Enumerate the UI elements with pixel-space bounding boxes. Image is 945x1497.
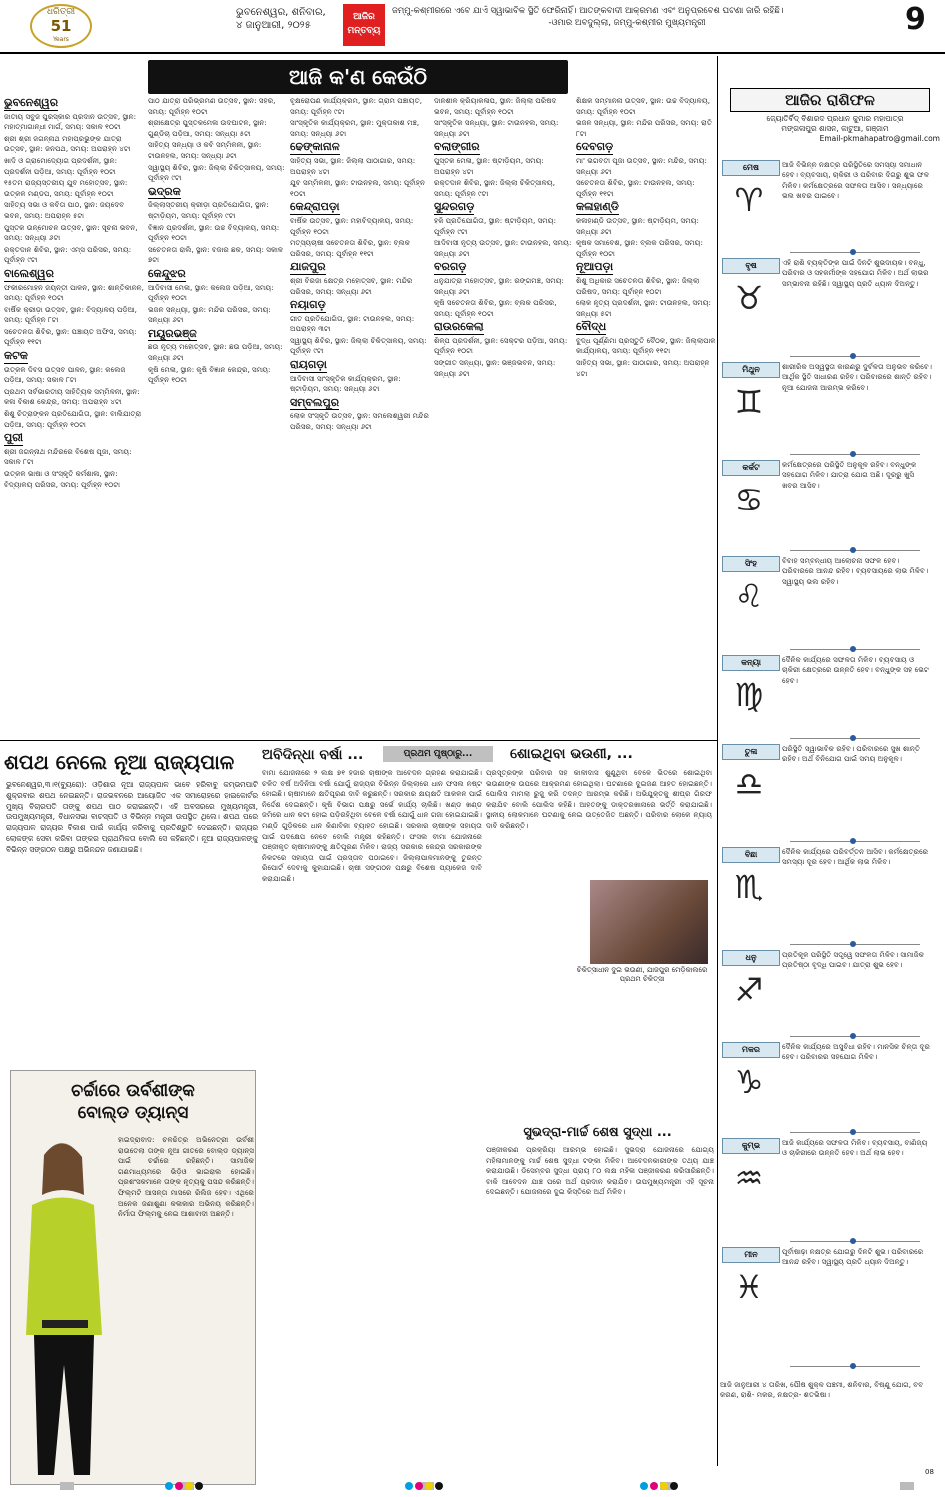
- event-item: କୃଷକ ସମାବେଶ, ସ୍ଥାନ: ବ୍ଲକ ପରିସର, ସମୟ: ପୂର୍ବାହ୍ନ ୧୦ଟା: [576, 238, 703, 258]
- zodiac-entry: [720, 460, 935, 556]
- event-item: ଫକୀରମୋହନ ଜୟନ୍ତୀ ପାଳନ, ସ୍ଥାନ: ଶାନ୍ତିକାନନ, ସମୟ: ପୂର୍ବାହ୍ନ ୧୦ଟା: [4, 282, 144, 303]
- event-item: ସଚେତନତା ଶିବିର, ସ୍ଥାନ: ଟାଉନହଲ, ସମୟ: ପୂର୍ବାହ୍ନ ୧୧ଟା: [576, 178, 695, 198]
- grey-patch: [60, 1482, 74, 1490]
- event-item: ପାଠ ଯାତ୍ରା ପରିଭ୍ରମଣ ଉତ୍ସବ, ସ୍ଥାନ: ସହର, ସମୟ: ପୂର୍ବାହ୍ନ ୧୦ଟା: [148, 96, 276, 116]
- event-item: ସଚେତନତା ରାଲି, ସ୍ଥାନ: ବଜାର ଛକ, ସମୟ: ସକାଳ ୭ଟା: [148, 244, 284, 265]
- zodiac-label: ମୀନ: [722, 1247, 780, 1263]
- color-swatch: [425, 1482, 433, 1490]
- event-item: ସାଂସ୍କୃତିକ ସନ୍ଧ୍ୟା, ସ୍ଥାନ: ଟାଉନହଲ, ସମୟ: ସନ୍ଧ୍ୟା ୬ଟା: [434, 118, 559, 138]
- zodiac-divider-dot: [850, 1363, 856, 1369]
- entertainment-headline-1: ଚର୍ଚ୍ଚାରେ ଉର୍ବଶୀଙ୍କ: [71, 1081, 195, 1101]
- zodiac-entry: [720, 556, 935, 655]
- quote-author: -ଓମାର ଅବଦୁଲ୍ଲା, ଜମ୍ମୁ-କଶ୍ମୀର ମୁଖ୍ୟମନ୍ତ୍ରୀ: [548, 18, 706, 28]
- zodiac-label: କନ୍ୟା: [722, 655, 780, 671]
- zodiac-label: ତୁଳା: [722, 744, 780, 760]
- entertainment-headline: [14, 1080, 252, 1124]
- event-item: ସ୍ୱାସ୍ଥ୍ୟ ଶିବିର, ସ୍ଥାନ: ଜିଲ୍ଲା ଚିକିତ୍ସାଳୟ, ସମୟ: ପୂର୍ବାହ୍ନ ୯ଟା: [290, 335, 427, 356]
- print-footer: [0, 1474, 945, 1497]
- zodiac-divider-dot: [850, 249, 856, 255]
- event-item: ବିଜ୍ଞାନ ପ୍ରଦର୍ଶନୀ, ସ୍ଥାନ: ଉଚ୍ଚ ବିଦ୍ୟାଳୟ, ସମୟ: ପୂର୍ବାହ୍ନ ୧୦ଟା: [148, 222, 280, 243]
- zodiac-label: ବୃଷ: [722, 258, 780, 274]
- governor-body: ଭୁବନେଶ୍ୱର,୩।୧(ବ୍ୟୁରୋ): ଓଡ଼ିଶାର ନୂଆ ରାଜ୍ୟପାଳ ଭାବେ ହରିବାବୁ କମ୍ଭମପାଟି ଶୁକ୍ରବାର ଶପଥ ନେଇଛନ୍ତି। ରାଜଭବନରେ ଆୟୋଜିତ ଏକ ସମାରୋହରେ ହାଇକୋର୍ଟର ମୁଖ୍ୟ ବିଚାରପତି ତାଙ୍କୁ ଶପଥ ପାଠ କରାଇଛନ୍ତି। ଏହି ଅବସରରେ ମୁଖ୍ୟମନ୍ତ୍ରୀ, ଉପମୁଖ୍ୟମନ୍ତ୍ରୀ, ବିଧାନସଭା ବାଚସ୍ପତି ଓ ବିଭିନ୍ନ ମନ୍ତ୍ରୀ ଉପସ୍ଥିତ ଥିଲେ। ଶପଥ ପରେ ରାଜ୍ୟପାଳ ରାଜ୍ୟର ବିକାଶ ପାଇଁ କାର୍ଯ୍ୟ କରିବାକୁ ପ୍ରତିଶ୍ରୁତି ଦେଇଛନ୍ତି। ରାଜ୍ୟର ଲୋକଙ୍କ ସେବା କରିବା ତାଙ୍କର ପ୍ରାଥମିକତା ବୋଲି ସେ କହିଛନ୍ତି। ନୂଆ ରାଜ୍ୟପାଳଙ୍କୁ ବିଭିନ୍ନ ସଙ୍ଗଠନ ପକ୍ଷରୁ ଅଭିନନ୍ଦନ ଜଣାଯାଇଛି।: [6, 780, 258, 854]
- zodiac-divider-dot: [850, 547, 856, 553]
- shoa-body: ପ୍ରସୂତ୍ରଙ୍କ ପରିବାର ସହ କାଳୀଦାସ ଶୁଣୁଥିବା ବେଳେ ଭିତରେ ଶୋଇଥିବା ଭଉଣୀଙ୍କ ଉପରେ ଆକ୍ରମଣ ହୋଇଥିଲା। ଘଟଣାରେ ଦୁଇଜଣ ଆହତ ହୋଇଛନ୍ତି। ପୋଲିସ ମାମଲା ରୁଜୁ କରି ତଦନ୍ତ ଆରମ୍ଭ କରିଛି। ଅଭିଯୁକ୍ତକୁ ଶୀଘ୍ର ଗିରଫ କରାଯିବ ବୋଲି ପୋଲିସ କହିଛି। ଆହତଙ୍କୁ ଡାକ୍ତରଖାନାରେ ଭର୍ତ୍ତି କରାଯାଇଛି। ସ୍ଥାନୀୟ ଲୋକମାନେ ଘଟଣାକୁ ନେଇ ଉତ୍ତେଜିତ ଅଛନ୍ତି। ପରିବାର ଲୋକେ ନ୍ୟାୟ ଦାବି କରିଛନ୍ତି।: [486, 768, 712, 830]
- event-item: ଜିଲ୍ଲାସ୍ତରୀୟ କ୍ରୀଡ଼ା ପ୍ରତିଯୋଗିତା, ସ୍ଥାନ: ଷ୍ଟାଡ଼ିୟମ, ସମୟ: ପୂର୍ବାହ୍ନ ୯ଟା: [148, 200, 269, 220]
- event-item: ସାହିତ୍ୟ ସଭା, ସ୍ଥାନ: ପାଠାଗାର, ସମୟ: ଅପରାହ୍ନ ୪ଟା: [576, 358, 710, 378]
- zodiac-icon: ♒: [734, 1159, 764, 1197]
- event-item: ସାହିତ୍ୟ ସନ୍ଧ୍ୟା ଓ କବି ସମ୍ମିଳନୀ, ସ୍ଥାନ: ଟାଉନହଲ, ସମୟ: ସନ୍ଧ୍ୟା ୬ଟା: [148, 140, 262, 160]
- city-heading: ରାୟଗଡ଼ା: [290, 358, 327, 372]
- event-item: ଆଦିବାସୀ ନୃତ୍ୟ ଉତ୍ସବ, ସ୍ଥାନ: ଟାଉନହଲ, ସମୟ: ସନ୍ଧ୍ୟା ୬ଟା: [434, 238, 572, 258]
- quote-text: ଜମ୍ମୁ-କଶ୍ମୀରରେ ଏବେ ଯାଏଁ ସ୍ୱାଭାବିକ ସ୍ଥିତି ଫେରିନାହିଁ। ଆତଙ୍କବାଦୀ ଆକ୍ରମଣ ଏବଂ ଅନୁପ୍ରବେଶ ଘଟଣା ଜାରି ରହିଛି।: [392, 6, 784, 16]
- zodiac-divider-dot: [850, 941, 856, 947]
- event-item: ମତ୍ସ୍ୟଚାଷୀ ସଚେତନତା ଶିବିର, ସ୍ଥାନ: ବ୍ଲକ ପରିସର, ସମୟ: ପୂର୍ବାହ୍ନ ୧୧ଟା: [290, 238, 411, 258]
- zodiac-icon: ♊: [734, 383, 764, 421]
- color-swatch: [175, 1482, 183, 1490]
- city-heading: ନୂଆପଡ଼ା: [576, 260, 614, 274]
- event-item: ପୁସ୍ତକ ମେଳା, ସ୍ଥାନ: ଷ୍ଟାଡ଼ିୟମ, ସମୟ: ଅପରାହ୍ନ ୪ଟା: [434, 155, 544, 176]
- color-swatch: [165, 1482, 173, 1490]
- zodiac-label: ମେଷ: [722, 160, 780, 176]
- zodiac-text: ଦୈନିକ କାର୍ଯ୍ୟରେ ଅସୁବିଧା ରହିବ। ମାନସିକ ଚିନ୍ତା ଦୂର ହେବ। ପରିବାରର ସହଯୋଗ ମିଳିବ।: [782, 1042, 930, 1062]
- grey-patch: [900, 1482, 914, 1490]
- event-item: ଖାଦି ଓ ଗ୍ରାମୋଦ୍ୟୋଗ ପ୍ରଦର୍ଶନୀ, ସ୍ଥାନ: ପ୍ରଦର୍ଶନୀ ପଡ଼ିଆ, ସମୟ: ପୂର୍ବାହ୍ନ ୧୦ଟା: [4, 155, 118, 176]
- zodiac-divider-dot: [850, 1033, 856, 1039]
- zodiac-divider-dot: [850, 353, 856, 359]
- page-number: 9: [905, 2, 926, 37]
- actress-photo: [14, 1135, 114, 1480]
- governor-headline: ଶପଥ ନେଲେ ନୂଆ ରାଜ୍ୟପାଳ: [4, 750, 235, 774]
- zodiac-text: ଶାରୀରିକ ଅସ୍ୱସ୍ଥତା କାରଣରୁ ଦୁର୍ବଳତା ଅନୁଭବ କରିବେ। ଆର୍ଥିକ ସ୍ଥିତି ସାଧାରଣ ରହିବ। ପରିବାରରେ ଶାନ୍ତି ରହିବ। ନୂଆ ଯୋଜନା ଆରମ୍ଭ କରିବେ।: [782, 362, 932, 392]
- event-item: ବୃକ୍ଷରୋପଣ କାର୍ଯ୍ୟକ୍ରମ, ସ୍ଥାନ: ଗ୍ରାମ ପଞ୍ଚାୟତ, ସମୟ: ପୂର୍ବାହ୍ନ ୯ଟା: [290, 96, 422, 116]
- event-item: ଭଜନ ସନ୍ଧ୍ୟା, ସ୍ଥାନ: ମନ୍ଦିର ପରିସର, ସମୟ: ସନ୍ଧ୍ୟା ୬ଟା: [148, 304, 271, 325]
- color-swatch: [640, 1482, 648, 1490]
- event-item: କୃଷି ସଚେତନତା ଶିବିର, ସ୍ଥାନ: ବ୍ଲକ ପରିସର, ସମୟ: ପୂର୍ବାହ୍ନ ୧୦ଟା: [434, 298, 557, 318]
- zodiac-icon: ♍: [734, 676, 764, 714]
- zodiac-text: ପ୍ରତିକୂଳ ପରିସ୍ଥିତି ସତ୍ତ୍ୱେ ସଫଳତା ମିଳିବ। ସାମାଜିକ ପ୍ରତିଷ୍ଠା ବୃଦ୍ଧି ପାଇବ। ଯାତ୍ରା ଶୁଭ ହେବ।: [782, 950, 925, 970]
- event-item: ଶିଳ୍ପ ପ୍ରଦର୍ଶନୀ, ସ୍ଥାନ: ସେକ୍ଟର ପଡ଼ିଆ, ସମୟ: ପୂର୍ବାହ୍ନ ୧୦ଟା: [434, 335, 568, 356]
- event-item: ସଚେତନତା ଶିବିର, ସ୍ଥାନ: ପଞ୍ଚାୟତ ଅଫିସ, ସମୟ: ପୂର୍ବାହ୍ନ ୧୧ଟା: [4, 326, 137, 347]
- lead-headline: ଅବିଦିନ୍ଧା ବର୍ଷା ...: [262, 747, 364, 763]
- event-item: ଗୀତ ପ୍ରତିଯୋଗିତା, ସ୍ଥାନ: ଟାଉନହଲ, ସମୟ: ଅପରାହ୍ନ ୩ଟା: [290, 313, 415, 334]
- entertainment-body: ହାଇଦ୍ରାବାଦ: ଚଳଚ୍ଚିତ୍ର ଅଭିନେତ୍ରୀ ଉର୍ବଶୀ ରାଉତେଲା ତାଙ୍କ ନୂଆ ଗୀତରେ ବୋଲ୍ଡ ଡ୍ୟାନ୍ସ ପାଇଁ ଚର୍ଚ୍ଚାରେ ରହିଛନ୍ତି। ସାମାଜିକ ଗଣମାଧ୍ୟମରେ ଭିଡ଼ିଓ ଭାଇରାଲ ହୋଇଛି। ପ୍ରଶଂସକମାନେ ତାଙ୍କ ନୃତ୍ୟକୁ ପସନ୍ଦ କରିଛନ୍ତି। ଫିଲ୍ମଟି ଆସନ୍ତା ମାସରେ ରିଲିଜ ହେବ। ଏଥିରେ ଅନେକ ଜଣାଶୁଣା କଳାକାର ଅଭିନୟ କରିଛନ୍ତି। ନିର୍ମାତା ଫିଲ୍ମକୁ ନେଇ ଆଶାବାଦୀ ଅଛନ୍ତି।: [118, 1135, 254, 1219]
- city-heading: ବଲାଙ୍ଗୀର: [434, 140, 480, 154]
- events-column-5: [576, 96, 716, 736]
- panjika-text: ଆଜି ଜାନୁଆରୀ ୪ ତାରିଖ, ପୌଷ ଶୁକ୍ଳ ପଞ୍ଚମୀ, ଶନିବାର, ବିଷ୍ଣୁ ଯୋଗ, ବବ କରଣ, ରାଶି- ମକର, ନକ୍ଷତ୍ର- ଶତଭିଷା।: [720, 1380, 924, 1400]
- zodiac-label: ମକର: [722, 1042, 780, 1058]
- event-item: ଶ୍ରୀ ଜଗନ୍ନାଥ ମନ୍ଦିରରେ ବିଶେଷ ପୂଜା, ସମୟ: ସକାଳ ୮ଟା: [4, 446, 132, 467]
- color-swatch: [195, 1482, 203, 1490]
- city-heading: ପୁରୀ: [4, 431, 23, 445]
- zodiac-entry: [720, 1042, 935, 1138]
- zodiac-divider-dot: [850, 735, 856, 741]
- color-swatch: [185, 1482, 193, 1490]
- aaji-mantavya-badge: ଆଜିର ମନ୍ତବ୍ୟ: [343, 4, 385, 46]
- event-item: କୃଷି ମେଳା, ସ୍ଥାନ: କୃଷି ବିଜ୍ଞାନ କେନ୍ଦ୍ର, ସମୟ: ପୂର୍ବାହ୍ନ ୧୦ଟା: [148, 364, 271, 385]
- subhadra-body: ପଞ୍ଜୀକରଣ ପ୍ରକ୍ରିୟା ଆରମ୍ଭ ହୋଇଛି। ସୁଭଦ୍ରା ଯୋଜନାରେ ଯୋଗ୍ୟ ମହିଳାମାନଙ୍କୁ ମାର୍ଚ୍ଚ ଶେଷ ସୁଦ୍ଧା ଟଙ୍କା ମିଳିବ। ଆବେଦନକାରୀଙ୍କ ତଥ୍ୟ ଯାଞ୍ଚ କରାଯାଉଛି। ଡିସେମ୍ବର ସୁଦ୍ଧା ପ୍ରାୟ ୮୦ ଲକ୍ଷ ମହିଳା ପଞ୍ଜୀକରଣ କରିସାରିଛନ୍ତି। ବାକି ଆବେଦନ ଯାଞ୍ଚ ପରେ ଅର୍ଥ ପ୍ରଦାନ କରାଯିବ। ଉପମୁଖ୍ୟମନ୍ତ୍ରୀ ଏହି ସୂଚନା ଦେଇଛନ୍ତି। ଯୋଜନାରେ ଦୁଇ କିସ୍ତିରେ ଅର୍ଥ ମିଳିବ।: [486, 1145, 714, 1197]
- zodiac-entry: [720, 655, 935, 744]
- event-item: ପୁସ୍ତକ ଉନ୍ମୋଚନ ଉତ୍ସବ, ସ୍ଥାନ: ସୂଚନା ଭବନ, ସମୟ: ସନ୍ଧ୍ୟା ୬ଟା: [4, 222, 138, 243]
- event-item: ବାର୍ଷିକ କ୍ରୀଡ଼ା ଉତ୍ସବ, ସ୍ଥାନ: ବିଦ୍ୟାଳୟ ପଡ଼ିଆ, ସମୟ: ପୂର୍ବାହ୍ନ ୮ଟା: [4, 304, 137, 325]
- event-item: ଶ୍ରୀକ୍ଷେତ୍ର ପୁସ୍ତକମେଳା ଉଦଘାଟନ, ସ୍ଥାନ: ଗୁଣ୍ଡିଚା ପଡ଼ିଆ, ସମୟ: ସନ୍ଧ୍ୟା ୫ଟା: [148, 118, 267, 138]
- event-item: ଦାନଶୀଳ କ୍ରିୟାକଳାପ, ସ୍ଥାନ: ଜିଲ୍ଲା ପରିଷଦ ଭବନ, ସମୟ: ପୂର୍ବାହ୍ନ ୧୦ଟା: [434, 96, 557, 116]
- zodiac-entry: [720, 258, 935, 362]
- color-swatch: [650, 1482, 658, 1490]
- zodiac-icon: ♏: [734, 868, 764, 906]
- event-item: ସାଂସ୍କୃତିକ କାର୍ଯ୍ୟକ୍ରମ, ସ୍ଥାନ: ମୁକ୍ତାକାଶ ମଞ୍ଚ, ସମୟ: ସନ୍ଧ୍ୟା ୬ଟା: [290, 118, 420, 138]
- city-heading: ବରଗଡ଼: [434, 260, 467, 274]
- zodiac-icon: ♉: [734, 279, 764, 317]
- subhadra-headline: ସୁଭଦ୍ରା-ମାର୍ଚ୍ଚ ଶେଷ ସୁଦ୍ଧା ...: [523, 1125, 672, 1140]
- rashiphal-email: Email-pkmahapatro@gmail.com: [819, 134, 940, 143]
- event-item: ଲୋକ ସଂସ୍କୃତି ଉତ୍ସବ, ସ୍ଥାନ: ସମଲେଶ୍ୱରୀ ମନ୍ଦିର ପରିସର, ସମୟ: ସନ୍ଧ୍ୟା ୬ଟା: [290, 411, 429, 432]
- event-item: ରକ୍ତଦାନ ଶିବିର, ସ୍ଥାନ: ଜିଲ୍ଲା ଚିକିତ୍ସାଳୟ, ସମୟ: ପୂର୍ବାହ୍ନ ୯ଟା: [434, 178, 556, 198]
- logo-name: ଧରିତ୍ରୀ: [46, 7, 76, 17]
- event-item: ସାହିତ୍ୟ ସଭା, ସ୍ଥାନ: ଜିଲ୍ଲା ପାଠାଗାର, ସମୟ: ଅପରାହ୍ନ ୪ଟା: [290, 155, 416, 176]
- city-heading: ଭଦ୍ରକ: [148, 184, 181, 198]
- zodiac-divider-dot: [850, 838, 856, 844]
- zodiac-label: କର୍କଟ: [722, 460, 780, 476]
- zodiac-icon: ♓: [734, 1268, 764, 1306]
- event-item: ଧନୁଯାତ୍ରା ମହୋତ୍ସବ, ସ୍ଥାନ: ରଙ୍ଗମଞ୍ଚ, ସମୟ: ସନ୍ଧ୍ୟା ୬ଟା: [434, 275, 564, 296]
- event-item: ସଙ୍ଗୀତ ସନ୍ଧ୍ୟା, ସ୍ଥାନ: ଭଞ୍ଜଭବନ, ସମୟ: ସନ୍ଧ୍ୟା ୬ଟା: [434, 358, 556, 378]
- event-item: ଛଉ ନୃତ୍ୟ ମହୋତ୍ସବ, ସ୍ଥାନ: ଛଉ ପଡ଼ିଆ, ସମୟ: ସନ୍ଧ୍ୟା ୬ଟା: [148, 342, 283, 363]
- zodiac-text: ଦୈନିକ କାର୍ଯ୍ୟରେ ସଫଳତା ମିଳିବ। ବ୍ୟବସାୟ ଓ ଚାକିରୀ କ୍ଷେତ୍ରରେ ଉନ୍ନତି ହେବ। ବନ୍ଧୁଙ୍କ ସହ ଭେଟ ହେବ।: [782, 655, 929, 685]
- rashiphal-title: ଆଜିର ରାଶିଫଳ: [730, 88, 930, 112]
- zodiac-text: ଆଜି ବିଭିନ୍ନ ନକ୍ଷତ୍ର ପରିସ୍ଥିତିରେ ସମସ୍ୟା ସମାଧାନ ହେବ। ବ୍ୟବସାୟ, ଚାକିରୀ ଓ ପରିବାର ଦିଗରୁ ଶୁଭ ଫଳ ମିଳିବ। କର୍ମକ୍ଷେତ୍ରରେ ସଫଳତା ଆସିବ। ସନ୍ଧ୍ୟାରେ ଭଲ ଖବର ପାଇବେ।: [782, 160, 930, 201]
- event-item: କଳାହାଣ୍ଡି ଉତ୍ସବ, ସ୍ଥାନ: ଷ୍ଟାଡ଼ିୟମ, ସମୟ: ସନ୍ଧ୍ୟା ୬ଟା: [576, 215, 699, 236]
- event-item: ଭଜନ ସନ୍ଧ୍ୟା, ସ୍ଥାନ: ମନ୍ଦିର ପରିସର, ସମୟ: ରାତି ୮ଟା: [576, 118, 712, 138]
- city-heading: ସମ୍ବଲପୁର: [290, 395, 340, 409]
- zodiac-entry: [720, 362, 935, 460]
- color-swatch: [415, 1482, 423, 1490]
- events-column-3: [290, 96, 430, 736]
- first-page-tag: ପ୍ରଥମ ପୃଷ୍ଠାରୁ...: [383, 746, 493, 762]
- city-heading: ମୟୂରଭଞ୍ଜ: [148, 326, 197, 340]
- city-heading: ସୁନ୍ଦରଗଡ଼: [434, 200, 475, 214]
- zodiac-entry: [720, 744, 935, 847]
- zodiac-text: ଆଜି କାର୍ଯ୍ୟରେ ସଫଳତା ମିଳିବ। ବ୍ୟବସାୟ, ବାଣିଜ୍ୟ ଓ ଚାକିରୀରେ ଉନ୍ନତି ହେବ। ଅର୍ଥ ଲାଭ ହେବ।: [782, 1138, 928, 1158]
- news-photo: [590, 880, 708, 964]
- zodiac-icon: ♈: [734, 181, 764, 219]
- page-code: 08: [925, 1468, 934, 1476]
- event-item: ମା' ଭଗବତୀ ପୂଜା ଉତ୍ସବ, ସ୍ଥାନ: ମନ୍ଦିର, ସମୟ: ସନ୍ଧ୍ୟା ୬ଟା: [576, 155, 707, 176]
- event-item: ବୁଦ୍ଧ ପୂର୍ଣ୍ଣିମା ପ୍ରସ୍ତୁତି ବୈଠକ, ସ୍ଥାନ: ଜିଲ୍ଲାପାଳ କାର୍ଯ୍ୟାଳୟ, ସମୟ: ପୂର୍ବାହ୍ନ ୧୧ଟା: [576, 335, 716, 356]
- event-item: ଆଦିବାସୀ ମେଳା, ସ୍ଥାନ: କଲେଜ ପଡ଼ିଆ, ସମୟ: ପୂର୍ବାହ୍ନ ୧୦ଟା: [148, 282, 274, 303]
- event-item: ଶ୍ରୀ ବିରଜା କ୍ଷେତ୍ର ମହୋତ୍ସବ, ସ୍ଥାନ: ମନ୍ଦିର ପରିସର, ସମୟ: ସନ୍ଧ୍ୟା ୬ଟା: [290, 275, 413, 296]
- city-heading: ରାଉରକେଲା: [434, 320, 484, 334]
- zodiac-text: ପୂର୍ବାଷାଢ଼ା ନକ୍ଷତ୍ର ଯୋଗରୁ ଦିନଟି ଶୁଭ। ପରିବାରରେ ଆନନ୍ଦ ରହିବ। ସ୍ୱାସ୍ଥ୍ୟ ପ୍ରତି ଧ୍ୟାନ ଦିଅନ୍ତୁ।: [782, 1247, 924, 1267]
- event-item: ପ୍ରଥମ ସର୍ବଭାରତୀୟ ସାହିତ୍ୟିକ ସମ୍ମିଳନୀ, ସ୍ଥାନ: କଳା ବିକାଶ କେନ୍ଦ୍ର, ସମୟ: ଅପରାହ୍ନ ୪ଟା: [4, 386, 140, 407]
- logo-years: 51: [50, 17, 72, 35]
- event-item: ଶିକ୍ଷକ ସମ୍ମାନନା ଉତ୍ସବ, ସ୍ଥାନ: ଉଚ୍ଚ ବିଦ୍ୟାଳୟ, ସମୟ: ପୂର୍ବାହ୍ନ ୧୦ଟା: [576, 96, 711, 116]
- logo-years-label: Years: [53, 36, 69, 43]
- zodiac-icon: ♐: [734, 971, 764, 1009]
- event-item: ରକ୍ତଦାନ ଶିବିର, ସ୍ଥାନ: ଏମ୍ସ ପରିସର, ସମୟ: ପୂର୍ବାହ୍ନ ୯ଟା: [4, 244, 132, 265]
- zodiac-entry: [720, 950, 935, 1042]
- event-item: ହକି ପ୍ରତିଯୋଗିତା, ସ୍ଥାନ: ଷ୍ଟାଡ଼ିୟମ, ସମୟ: ପୂର୍ବାହ୍ନ ୯ଟା: [434, 215, 557, 236]
- zodiac-icon: ♋: [734, 481, 764, 519]
- section-rule: [0, 740, 717, 741]
- events-column-4: [434, 96, 572, 736]
- zodiac-label: ମିଥୁନ: [722, 362, 780, 378]
- color-swatch: [660, 1482, 668, 1490]
- dateline: [236, 6, 326, 32]
- event-item: ବାର୍ଷିକ ଉତ୍ସବ, ସ୍ଥାନ: ମହାବିଦ୍ୟାଳୟ, ସମୟ: ପୂର୍ବାହ୍ନ ୧୦ଟା: [290, 215, 414, 236]
- dateline-date: ୪ ଜାନୁଆରୀ, ୨୦୨୫: [236, 20, 311, 31]
- event-item: ଜାତୀୟ ସବୁଜ ପୁରସ୍କାର ପ୍ରଦାନ ଉତ୍ସବ, ସ୍ଥାନ: ମହାତ୍ମାଗାନ୍ଧୀ ମାର୍ଗ, ସମୟ: ସକାଳ ୧୦ଟା: [4, 111, 137, 132]
- zodiac-label: ଧନୁ: [722, 950, 780, 966]
- color-swatch: [435, 1482, 443, 1490]
- column-rule: [717, 56, 718, 1466]
- events-column-2: [148, 96, 286, 736]
- zodiac-text: ଏହି ରାଶି ବ୍ୟକ୍ତିଙ୍କ ପାଇଁ ଦିନଟି ଶୁଭଦାୟକ। ବନ୍ଧୁ, ପରିବାର ଓ ସହକର୍ମୀଙ୍କ ସହଯୋଗ ମିଳିବ। ଅର୍ଥ ଲାଭର ସମ୍ଭାବନା ରହିଛି। ସ୍ୱାସ୍ଥ୍ୟ ପ୍ରତି ଧ୍ୟାନ ଦିଅନ୍ତୁ।: [782, 258, 929, 288]
- city-heading: କେନ୍ଦୁଝର: [148, 266, 186, 280]
- event-item: ୧୫ତମ ରାଜ୍ୟସ୍ତରୀୟ ଯୁବ ମହୋତ୍ସବ, ସ୍ଥାନ: ଉତ୍କଳ ମଣ୍ଡପ, ସମୟ: ପୂର୍ବାହ୍ନ ୧୦ଟା: [4, 178, 128, 198]
- color-swatch: [670, 1482, 678, 1490]
- city-heading: ଢେଙ୍କାନାଳ: [290, 140, 340, 154]
- zodiac-entry: [720, 1247, 935, 1372]
- event-item: ଶିଶୁ ଚିତ୍ରାଙ୍କନ ପ୍ରତିଯୋଗିତା, ସ୍ଥାନ: ବାଲିଯାତ୍ରା ପଡ଼ିଆ, ସମୟ: ପୂର୍ବାହ୍ନ ୧୦ଟା: [4, 409, 142, 429]
- masthead-rule: [0, 52, 945, 54]
- city-heading: ଦେବଗଡ଼: [576, 140, 614, 154]
- quote-box: [392, 5, 862, 29]
- rashiphal-astrologer: ଜ୍ୟୋତିର୍ବିଦ୍ ବିଶାରଦ ପ୍ରଧାନ କୁମାର ମହାପାତ୍ର: [766, 114, 904, 123]
- zodiac-icon: ♎: [734, 765, 764, 803]
- newspaper-logo: [30, 4, 92, 48]
- zodiac-text: ବିବାହ ସମ୍ବନ୍ଧୀୟ ଆଲୋଚନା ସଫଳ ହେବ। ପରିବାରରେ ଆନନ୍ଦ ରହିବ। ବ୍ୟବସାୟରେ ଲାଭ ମିଳିବ। ସ୍ୱାସ୍ଥ୍ୟ ଭଲ ରହିବ।: [782, 556, 929, 586]
- zodiac-divider-dot: [850, 451, 856, 457]
- event-item: ଯୁବ ସମ୍ମିଳନୀ, ସ୍ଥାନ: ଟାଉନହଲ, ସମୟ: ପୂର୍ବାହ୍ନ ୧୦ଟା: [290, 178, 425, 198]
- photo-caption: ଚିକିତ୍ସାଧୀନ ଦୁଇ ଭଉଣୀ, ଯାଜପୁର ମେଡ଼ିକାଲରେ ପ୍ରଥମ ଚିକିତ୍ସା: [576, 966, 708, 983]
- zodiac-text: ଦୈନିକ କାର୍ଯ୍ୟରେ ପରିବର୍ତ୍ତନ ଆସିବ। କର୍ମକ୍ଷେତ୍ରରେ ସମସ୍ୟା ଦୂର ହେବ। ଆର୍ଥିକ ଲାଭ ମିଳିବ।: [782, 847, 929, 867]
- zodiac-label: ସିଂହ: [722, 556, 780, 572]
- event-item: ଲୋକ ନୃତ୍ୟ ପ୍ରଦର୍ଶନୀ, ସ୍ଥାନ: ଟାଉନହଲ, ସମୟ: ସନ୍ଧ୍ୟା ୫ଟା: [576, 298, 711, 318]
- zodiac-entry: [720, 847, 935, 950]
- city-heading: କେନ୍ଦ୍ରାପଡ଼ା: [290, 200, 340, 214]
- zodiac-label: କୁମ୍ଭ: [722, 1138, 780, 1154]
- city-heading: ନୟାଗଡ଼: [290, 298, 326, 312]
- zodiac-divider-dot: [850, 1129, 856, 1135]
- zodiac-divider-dot: [850, 646, 856, 652]
- rashiphal-address: ମଙ୍ଗଳାପୁର ଶାସନ, କାଟୁଆ, ଗଞ୍ଜାମ: [781, 124, 889, 133]
- zodiac-icon: ♌: [734, 577, 764, 615]
- shoa-headline: ଶୋଇଥିବା ଭଉଣୀ, ...: [510, 746, 633, 762]
- entertainment-headline-2: ବୋଲ୍ଡ ଡ୍ୟାନ୍ସ: [77, 1103, 189, 1123]
- city-heading: ବାଲେଶ୍ୱର: [4, 266, 54, 280]
- event-item: ଶ୍ରୀ ଶ୍ରୀ ଜଗନ୍ନାଥ ମହାପ୍ରଭୁଙ୍କ ଯାତ୍ରା ଉତ୍ସବ, ସ୍ଥାନ: ଜନପଥ, ସମୟ: ଅପରାହ୍ନ ୪ଟା: [4, 133, 131, 154]
- event-item: ସାହିତ୍ୟ ସଭା ଓ କବିତା ପାଠ, ସ୍ଥାନ: ଜୟଦେବ ଭବନ, ସମୟ: ଅପରାହ୍ନ ୫ଟା: [4, 200, 125, 220]
- city-heading: କଳାହାଣ୍ଡି: [576, 200, 619, 214]
- zodiac-label: ବିଛା: [722, 847, 780, 863]
- lead-body: ବାମା ଯୋଜନାରେ ୨ ଲକ୍ଷ ୭୧ ହଜାର ଚାଷୀଙ୍କ ଆବେଦନ ଗ୍ରହଣ କରାଯାଇଛି। ଚଳିତ ବର୍ଷ ଅଦିନିଆ ବର୍ଷା ଯୋଗୁଁ ରାଜ୍ୟର ବିଭିନ୍ନ ଜିଲ୍ଲାରେ ଧାନ ଫସଲ ନଷ୍ଟ ହୋଇଛି। ଚାଷୀମାନେ କ୍ଷତିପୂରଣ ଦାବି କରୁଛନ୍ତି। ସରକାର କ୍ଷୟକ୍ଷତି ଆକଳନ ପାଇଁ ନିର୍ଦ୍ଦେଶ ଦେଇଛନ୍ତି। କୃଷି ବିଭାଗ ପକ୍ଷରୁ ସର୍ଭେ କାର୍ଯ୍ୟ ଚାଲିଛି। ଖଣ୍ଡ ଖଣ୍ଡ ଜମିରେ ଧାନ କଟା ହୋଇ ପଡ଼ିରହିଥିବା ବେଳେ ବର୍ଷା ଯୋଗୁଁ ଧାନ ଗଜା ହୋଇଯାଇଛି। ମଣ୍ଡି ଗୁଡ଼ିକରେ ଧାନ କିଣାବିକା ବ୍ୟାହତ ହୋଇଛି। ସରକାର ଚାଷୀଙ୍କ ସହାୟତା ପାଇଁ ପଦକ୍ଷେପ ନେବେ ବୋଲି ମନ୍ତ୍ରୀ କହିଛନ୍ତି। ଫସଲ ବୀମା ଯୋଜନାରେ ପଞ୍ଜୀକୃତ ଚାଷୀମାନଙ୍କୁ କ୍ଷତିପୂରଣ ମିଳିବ। ରାଜ୍ୟ ସରକାର କେନ୍ଦ୍ର ସରକାରଙ୍କ ନିକଟରେ ସହାୟତା ପାଇଁ ପ୍ରସ୍ତାବ ପଠାଇବେ। ଜିଲ୍ଲାପାଳମାନଙ୍କୁ ତୁରନ୍ତ ରିପୋର୍ଟ ଦେବାକୁ କୁହାଯାଇଛି। ଚାଷୀ ସଙ୍ଗଠନ ପକ୍ଷରୁ ବିଶେଷ ପ୍ୟାକେଜ ଦାବି କରାଯାଇଛି।: [262, 768, 482, 883]
- zodiac-divider-dot: [850, 1238, 856, 1244]
- event-item: ସ୍ୱାସ୍ଥ୍ୟ ଶିବିର, ସ୍ଥାନ: ଜିଲ୍ଲା ଚିକିତ୍ସାଳୟ, ସମୟ: ପୂର୍ବାହ୍ନ ୯ଟା: [148, 162, 285, 183]
- rashiphal-credit: [730, 114, 940, 144]
- event-item: ଉତ୍କଳ ଦିବସ ଉତ୍ସବ ପାଳନ, ସ୍ଥାନ: କଲେଜ ପଡ଼ିଆ, ସମୟ: ସକାଳ ୮ଟା: [4, 364, 126, 385]
- city-heading: କଟକ: [4, 349, 28, 363]
- event-item: ଉତ୍କଳ ଭାଷା ଓ ସଂସ୍କୃତି କର୍ମଶାଳା, ସ୍ଥାନ: ବିଦ୍ୟାଳୟ ପରିସର, ସମୟ: ପୂର୍ବାହ୍ନ ୧୦ଟା: [4, 469, 120, 489]
- city-heading: ବୌଦ୍ଧ: [576, 320, 607, 334]
- event-item: ଶିଶୁ ଅଧିକାର ସଚେତନତା ଶିବିର, ସ୍ଥାନ: ଜିଲ୍ଲା ପରିଷଦ, ସମୟ: ପୂର୍ବାହ୍ନ ୧୦ଟା: [576, 275, 700, 296]
- city-heading: ଯାଜପୁର: [290, 260, 326, 274]
- section-banner: ଆଜି କ'ଣ କେଉଁଠି: [148, 60, 568, 94]
- color-swatch: [405, 1482, 413, 1490]
- event-item: ଆଦିବାସୀ ସାଂସ୍କୃତିକ କାର୍ଯ୍ୟକ୍ରମ, ସ୍ଥାନ: ଷ୍ଟାଡ଼ିୟମ, ସମୟ: ସନ୍ଧ୍ୟା ୬ଟା: [290, 373, 401, 394]
- events-column-1: [4, 96, 144, 736]
- zodiac-entry: [720, 160, 935, 258]
- zodiac-icon: ♑: [734, 1063, 764, 1101]
- zodiac-entry: [720, 1138, 935, 1247]
- zodiac-text: ପରିସ୍ଥିତି ସ୍ୱାଭାବିକ ରହିବ। ପରିବାରରେ ସୁଖ ଶାନ୍ତି ରହିବ। ଅର୍ଥ ବିନିଯୋଗ ପାଇଁ ସମୟ ଅନୁକୂଳ।: [782, 744, 920, 764]
- city-heading: ଭୁବନେଶ୍ୱର: [4, 96, 59, 109]
- zodiac-text: କର୍ମକ୍ଷେତ୍ରରେ ପରିସ୍ଥିତି ଅନୁକୂଳ ରହିବ। ବନ୍ଧୁଙ୍କ ସହଯୋଗ ମିଳିବ। ଯାତ୍ରା ଯୋଗ ଅଛି। ଦୂରରୁ ଖୁସି ଖବର ଆସିବ।: [782, 460, 917, 490]
- dateline-place: ଭୁବନେଶ୍ୱର, ଶନିବାର,: [236, 7, 326, 18]
